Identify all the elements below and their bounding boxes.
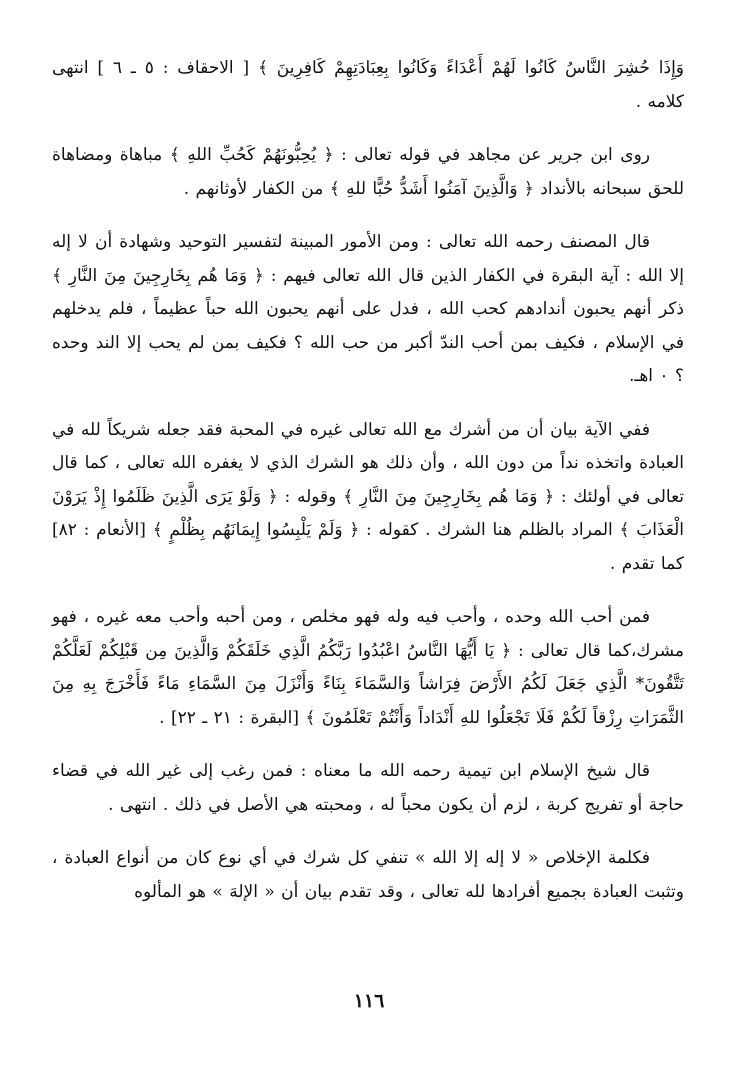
paragraph-love-of-god: فمن أحب الله وحده ، وأحب فيه وله فهو مخلص ، ومن أحبه وأحب معه غيره ، فهو مشرك،كما قال تعالى : ﴿ يَا أَيُّهَا النَّاسُ اعْبُدُوا رَبَّكُمُ الَّذِي خَلَقَكُمْ وَالَّذِينَ مِن قَبْلِكُمْ لَعَلَّكُمْ تَتَّقُونَ* الَّذِي جَعَلَ لَكُمُ الأَرْضَ فِرَاشاً وَالسَّمَاءَ بِنَاءً وَأَنْزَلَ مِنَ السَّمَاءِ مَاءً فَأَخْرَجَ بِهِ مِنَ الثَّمَرَاتِ رِزْقاً لَكُمْ فَلَا تَجْعَلُوا للهِ أَنْدَاداً وَأَنْتُمْ تَعْلَمُونَ ﴾ [البقرة : ٢١ ـ ٢٢] . [52,607,684,728]
paragraph-verse-explanation: ففي الآية بيان أن من أشرك مع الله تعالى غيره في المحبة فقد جعله شريكاً لله في العبادة واتخذه نداً من دون الله ، وأن ذلك هو الشرك الذي لا يغفره الله تعالى ، كما قال تعالى في أولئك : ﴿ وَمَا هُم بِخَارِجِينَ مِنَ النَّارِ ﴾ وقوله : ﴿ وَلَوْ يَرَى الَّذِينَ ظَلَمُوا إِذْ يَرَوْنَ الْعَذَابَ ﴾ المراد بالظلم هنا الشرك . كقوله : ﴿ وَلَمْ يَلْبِسُوا إِيمَانَهُم بِظُلْمٍ ﴾ [الأنعام : ٨٢] كما تقدم . [52,419,684,574]
paragraph-author-comment: قال المصنف رحمه الله تعالى : ومن الأمور المبينة لتفسير التوحيد وشهادة أن لا إله إلا الله : آية البقرة في الكفار الذين قال الله تعالى فيهم : ﴿ وَمَا هُم بِخَارِجِينَ مِنَ النَّارِ ﴾ ذكر أنهم يحبون أندادهم كحب الله ، فدل على أنهم يحبون الله حباً عظيماً ، فلم يدخلهم في الإسلام ، فكيف بمن أحب الندّ أكبر من حب الله ؟ فكيف بمن لم يحب إلا الند وحده ؟ ٠ اهـ. [52,232,684,386]
paragraph-quran-ahqaf: وَإِذَا حُشِرَ النَّاسُ كَانُوا لَهُمْ أَعْدَاءً وَكَانُوا بِعِبَادَتِهِمْ كَافِرِينَ ﴾ [ الاحقاف : ٥ ـ ٦ ] انتهى كلامه . [52,58,685,112]
page-body [52,52,684,909]
paragraph-ibn-jarir: روى ابن جرير عن مجاهد في قوله تعالى : ﴿ يُحِبُّونَهُمْ كَحُبِّ اللهِ ﴾ مباهاة ومضاهاة للحق سبحانه بالأنداد ﴿ وَالَّذِينَ آمَنُوا أَشَدُّ حُبًّا للهِ ﴾ من الكفار لأوثانهم . [52,145,684,199]
page-number: ١١٦ [353,990,385,1012]
paragraph-kalimat-al-ikhlas: فكلمة الإخلاص « لا إله إلا الله » تنفي كل شرك في أي نوع كان من أنواع العبادة ، وتثبت العبادة بجميع أفرادها لله تعالى ، وقد تقدم بيان أن « الإلهَ » هو المألوه [52,848,684,902]
paragraph-ibn-taymiyyah: قال شيخ الإسلام ابن تيمية رحمه الله ما معناه : فمن رغب إلى غير الله في قضاء حاجة أو تفريج كربة ، لزم أن يكون محباً له ، ومحبته هي الأصل في ذلك . انتهى . [52,761,684,815]
